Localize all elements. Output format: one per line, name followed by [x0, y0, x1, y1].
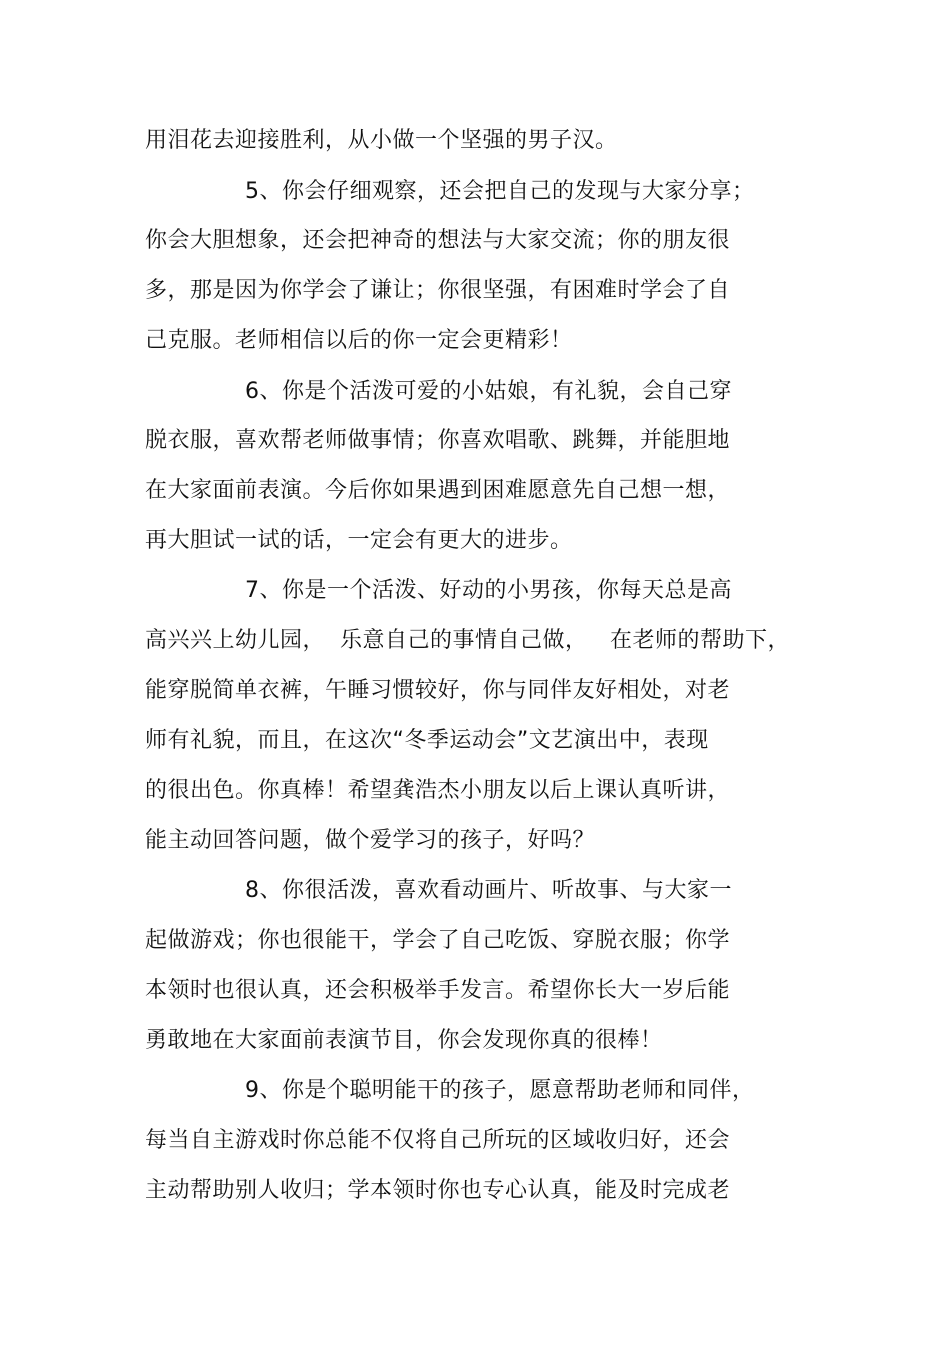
text-line: 5、你会仔细观察，还会把自己的发现与大家分享；: [245, 179, 755, 204]
text-line: 你会大胆想象，还会把神奇的想法与大家交流；你的朋友很: [145, 228, 731, 253]
text-line: 9、你是个聪明能干的孩子，愿意帮助老师和同伴，: [245, 1078, 755, 1103]
text-line: 能穿脱简单衣裤，午睡习惯较好，你与同伴友好相处，对老: [145, 678, 731, 703]
text-line: 7、你是一个活泼、好动的小男孩，你每天总是高: [245, 578, 732, 603]
text-line: 能主动回答问题，做个爱学习的孩子，好吗？: [145, 828, 596, 853]
text-line: 己克服。老师相信以后的你一定会更精彩！: [145, 328, 573, 353]
text-line: 勇敢地在大家面前表演节目，你会发现你真的很棒！: [145, 1028, 663, 1053]
text-line: 6、你是个活泼可爱的小姑娘，有礼貌，会自己穿: [245, 379, 732, 404]
text-line: 脱衣服，喜欢帮老师做事情；你喜欢唱歌、跳舞，并能胆地: [145, 428, 731, 453]
text-line: 每当自主游戏时你总能不仅将自己所玩的区域收归好，还会: [145, 1128, 731, 1153]
text-line: 8、你很活泼，喜欢看动画片、听故事、与大家一: [245, 878, 732, 903]
text-line: 在大家面前表演。今后你如果遇到困难愿意先自己想一想，: [145, 478, 731, 503]
text-line: 起做游戏；你也很能干，学会了自己吃饭、穿脱衣服；你学: [145, 928, 731, 953]
text-line: 用泪花去迎接胜利，从小做一个坚强的男子汉。: [145, 128, 618, 153]
text-line: 多，那是因为你学会了谦让；你很坚强，有困难时学会了自: [145, 278, 731, 303]
text-line: 本领时也很认真，还会积极举手发言。希望你长大一岁后能: [145, 978, 731, 1003]
text-line: 高兴兴上幼儿园， 乐意自己的事情自己做， 在老师的帮助下，: [145, 628, 790, 653]
text-line: 再大胆试一试的话，一定会有更大的进步。: [145, 528, 573, 553]
text-line: 主动帮助别人收归；学本领时你也专心认真，能及时完成老: [145, 1178, 731, 1203]
text-line: 的很出色。你真棒！希望龚浩杰小朋友以后上课认真听讲，: [145, 778, 731, 803]
text-line: 师有礼貌，而且，在这次“冬季运动会”文艺演出中，表现: [145, 728, 709, 753]
